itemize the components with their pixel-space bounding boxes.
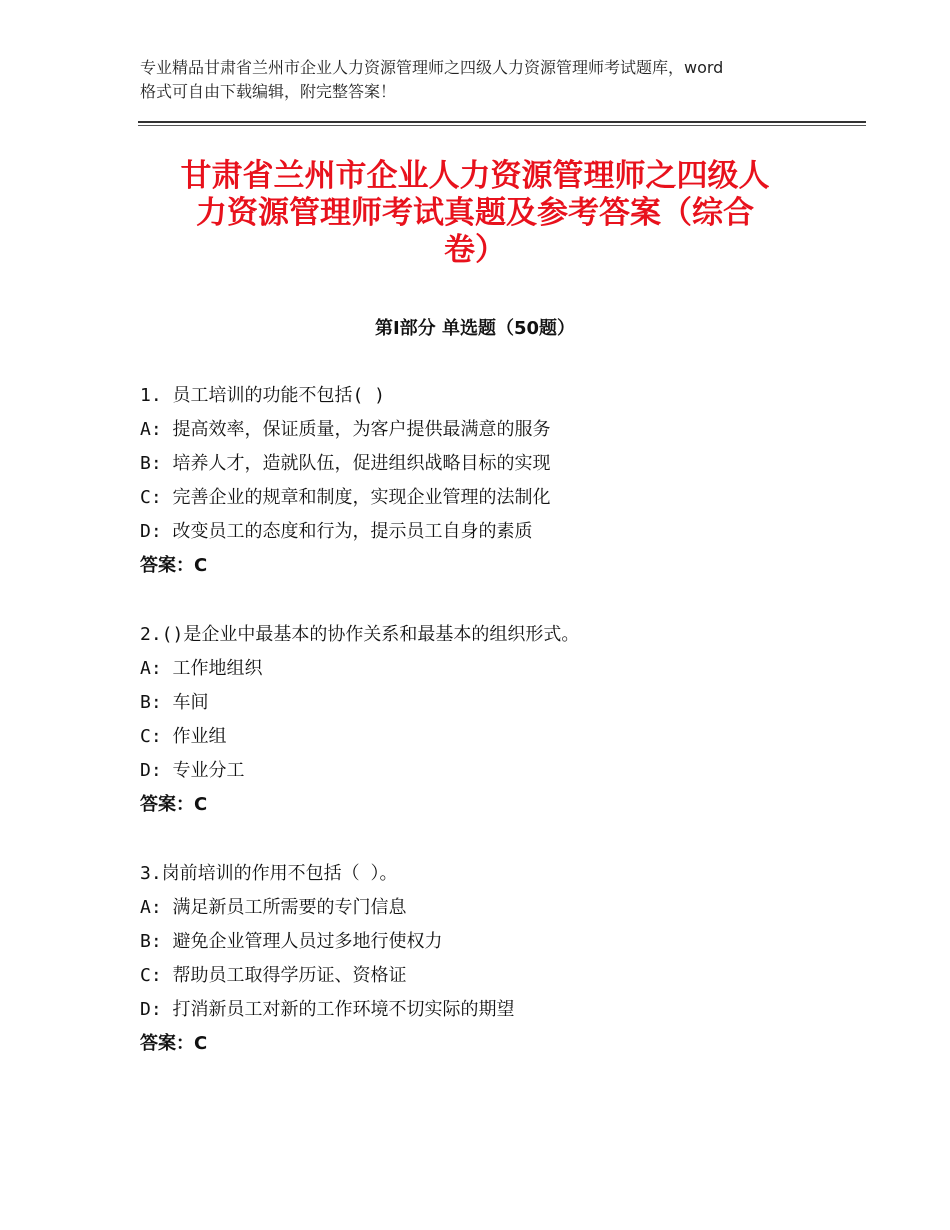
answer: 答案：C (140, 1033, 208, 1054)
document-title-line-3: 卷） (444, 232, 506, 268)
option-d: D: 打消新员工对新的工作环境不切实际的期望 (140, 999, 515, 1020)
option-d: D: 改变员工的态度和行为，提示员工自身的素质 (140, 521, 533, 542)
option-c: C: 完善企业的规章和制度，实现企业管理的法制化 (140, 487, 551, 508)
header-divider-thin (138, 125, 866, 126)
header-note-line-2: 格式可自由下载编辑，附完整答案！ (140, 82, 397, 101)
question-stem: 2.()是企业中最基本的协作关系和最基本的组织形式。 (140, 624, 580, 645)
header-note-line-1: 专业精品甘肃省兰州市企业人力资源管理师之四级人力资源管理师考试题库，word (140, 58, 724, 77)
question-stem: 3.岗前培训的作用不包括（ ）。 (140, 863, 398, 884)
option-b: B: 培养人才，造就队伍，促进组织战略目标的实现 (140, 453, 551, 474)
question-1 (140, 379, 840, 583)
option-a: A: 满足新员工所需要的专门信息 (140, 897, 407, 918)
option-c: C: 帮助员工取得学历证、资格证 (140, 965, 407, 986)
document-title-line-1: 甘肃省兰州市企业人力资源管理师之四级人 (180, 158, 770, 194)
section-title: 第Ⅰ部分 单选题（50题） (374, 318, 575, 339)
option-c: C: 作业组 (140, 726, 227, 747)
question-3 (140, 857, 840, 1061)
question-2 (140, 618, 840, 822)
option-a: A: 提高效率，保证质量，为客户提供最满意的服务 (140, 419, 551, 440)
option-b: B: 车间 (140, 692, 209, 713)
document-title (140, 158, 810, 269)
option-a: A: 工作地组织 (140, 658, 263, 679)
option-b: B: 避免企业管理人员过多地行使权力 (140, 931, 443, 952)
answer: 答案：C (140, 555, 208, 576)
header-note (140, 56, 830, 104)
header-divider-thick (138, 121, 866, 123)
question-stem: 1. 员工培训的功能不包括( ) (140, 385, 386, 406)
document-title-line-2: 力资源管理师考试真题及参考答案（综合 (196, 195, 754, 231)
option-d: D: 专业分工 (140, 760, 245, 781)
answer: 答案：C (140, 794, 208, 815)
